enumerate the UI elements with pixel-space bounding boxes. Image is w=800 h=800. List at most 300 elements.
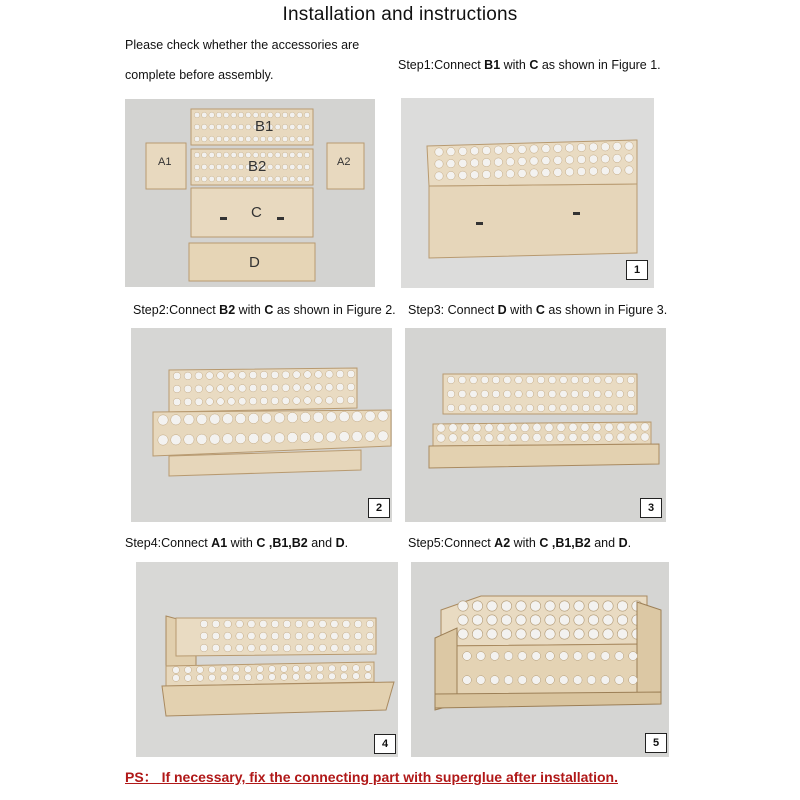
rack-hole xyxy=(435,160,443,168)
rack-hole xyxy=(601,652,610,661)
rack-hole xyxy=(447,171,455,179)
rack-hole xyxy=(236,644,244,652)
part-label-d: D xyxy=(249,254,260,271)
rack-hole xyxy=(617,615,627,625)
rack-hole xyxy=(235,433,245,443)
rack-hole xyxy=(554,156,562,164)
rack-hole xyxy=(615,676,624,685)
rack-hole xyxy=(268,112,274,118)
rack-hole xyxy=(307,632,315,640)
rack-hole xyxy=(329,665,336,672)
rack-hole xyxy=(317,673,324,680)
rack-hole xyxy=(260,644,268,652)
rack-hole xyxy=(195,385,203,393)
rack-hole xyxy=(559,676,568,685)
rack-hole xyxy=(184,372,192,380)
rack-hole xyxy=(494,158,502,166)
rack-hole xyxy=(281,665,288,672)
rack-hole xyxy=(641,423,649,431)
rack-hole xyxy=(282,176,288,182)
rack-hole xyxy=(589,155,597,163)
part-label-c: C xyxy=(251,204,262,221)
rack-hole xyxy=(470,376,478,384)
rack-hole xyxy=(504,404,512,412)
rack-hole xyxy=(530,601,540,611)
rack-hole xyxy=(559,615,569,625)
rack-hole xyxy=(293,397,301,405)
rack-hole xyxy=(605,423,613,431)
rack-hole xyxy=(275,124,281,130)
rack-hole xyxy=(627,390,635,398)
rack-hole xyxy=(601,676,610,685)
figure-number-5: 5 xyxy=(645,733,667,753)
rack-hole xyxy=(287,412,297,422)
step3-caption: Step3: Connect D with C as shown in Figure 3. xyxy=(408,303,668,317)
rack-hole xyxy=(365,431,375,441)
rack-hole xyxy=(559,652,568,661)
rack-hole xyxy=(447,147,455,155)
rack-hole xyxy=(530,629,540,639)
rack-hole xyxy=(627,404,635,412)
rack-hole xyxy=(490,652,499,661)
rack-hole xyxy=(530,145,538,153)
part-label-a1: A1 xyxy=(158,156,172,168)
rack-hole xyxy=(537,376,545,384)
rack-hole xyxy=(304,397,312,405)
rack-hole xyxy=(326,371,334,379)
rack-hole xyxy=(282,136,288,142)
rack-hole xyxy=(275,176,281,182)
rack-hole xyxy=(173,667,180,674)
rack-hole xyxy=(257,674,264,681)
rack-hole xyxy=(253,136,259,142)
figure-number-2: 2 xyxy=(368,498,390,518)
rack-hole xyxy=(194,136,200,142)
part-label-b1: B1 xyxy=(255,118,274,135)
rack-hole xyxy=(354,644,362,652)
rack-hole xyxy=(481,376,489,384)
rack-hole xyxy=(472,601,482,611)
rack-hole xyxy=(329,673,336,680)
rack-hole xyxy=(470,147,478,155)
rack-hole xyxy=(447,404,455,412)
rack-hole xyxy=(366,632,374,640)
rack-hole xyxy=(297,136,303,142)
rack-hole xyxy=(224,644,232,652)
rack-hole xyxy=(260,112,266,118)
rack-hole xyxy=(304,112,310,118)
rack-hole xyxy=(212,632,220,640)
rack-hole xyxy=(458,601,468,611)
rack-hole xyxy=(275,152,281,158)
rack-hole xyxy=(185,674,192,681)
rack-hole xyxy=(209,666,216,673)
rack-hole xyxy=(248,433,258,443)
rack-hole xyxy=(307,644,315,652)
rack-hole xyxy=(158,435,168,445)
rack-hole xyxy=(473,424,481,432)
rack-hole xyxy=(231,152,237,158)
rack-hole xyxy=(437,434,445,442)
rack-hole xyxy=(532,652,541,661)
rack-hole xyxy=(197,674,204,681)
rack-hole xyxy=(463,676,472,685)
figure-4-photo xyxy=(136,562,398,757)
rack-hole xyxy=(269,674,276,681)
rack-hole xyxy=(472,615,482,625)
rack-hole xyxy=(246,152,252,158)
rack-hole xyxy=(571,404,579,412)
rack-hole xyxy=(210,414,220,424)
rack-hole xyxy=(246,136,252,142)
rack-hole xyxy=(313,432,323,442)
rack-hole xyxy=(504,676,513,685)
rack-hole xyxy=(235,413,245,423)
rack-hole xyxy=(435,148,443,156)
rack-hole xyxy=(459,404,467,412)
rack-hole xyxy=(616,390,624,398)
rack-hole xyxy=(300,412,310,422)
rack-hole xyxy=(326,412,336,422)
rack-hole xyxy=(331,632,339,640)
rack-hole xyxy=(492,376,500,384)
rack-hole xyxy=(542,156,550,164)
rack-hole xyxy=(617,601,627,611)
rack-hole xyxy=(461,434,469,442)
rack-hole xyxy=(216,152,222,158)
rack-hole xyxy=(317,665,324,672)
rack-hole xyxy=(530,169,538,177)
rack-hole xyxy=(577,143,585,151)
rack-hole xyxy=(268,136,274,142)
rack-hole xyxy=(326,384,334,392)
rack-hole xyxy=(629,433,637,441)
rack-hole xyxy=(629,423,637,431)
rack-hole xyxy=(481,404,489,412)
rack-hole xyxy=(228,398,236,406)
rack-hole xyxy=(559,601,569,611)
rack-hole xyxy=(209,152,215,158)
rack-hole xyxy=(253,152,259,158)
rack-hole xyxy=(515,390,523,398)
rack-hole xyxy=(173,385,181,393)
rack-hole xyxy=(509,423,517,431)
figure-3-photo xyxy=(405,328,666,522)
rack-hole xyxy=(304,384,312,392)
rack-hole xyxy=(366,620,374,628)
rack-hole xyxy=(271,644,279,652)
rack-hole xyxy=(268,164,274,170)
rack-hole xyxy=(336,396,344,404)
rack-hole xyxy=(506,146,514,154)
rack-hole xyxy=(236,620,244,628)
rack-hole xyxy=(282,152,288,158)
rack-hole xyxy=(518,169,526,177)
rack-hole xyxy=(336,383,344,391)
rack-hole xyxy=(290,112,296,118)
rack-hole xyxy=(271,371,279,379)
rack-hole xyxy=(530,157,538,165)
rack-hole xyxy=(275,164,281,170)
rack-hole xyxy=(526,376,534,384)
rack-hole xyxy=(206,385,214,393)
rack-hole xyxy=(268,152,274,158)
rack-hole xyxy=(271,620,279,628)
rack-hole xyxy=(352,411,362,421)
rack-hole xyxy=(260,384,268,392)
rack-hole xyxy=(282,124,288,130)
rack-hole xyxy=(224,112,230,118)
rack-hole xyxy=(594,404,602,412)
rack-hole xyxy=(257,666,264,673)
rack-hole xyxy=(494,146,502,154)
rack-hole xyxy=(290,136,296,142)
rack-hole xyxy=(331,644,339,652)
rack-hole xyxy=(487,601,497,611)
part-label-a2: A2 xyxy=(337,156,351,168)
rack-hole xyxy=(481,390,489,398)
figure-number-1: 1 xyxy=(626,260,648,280)
rack-hole xyxy=(239,385,247,393)
rack-hole xyxy=(605,390,613,398)
rack-hole xyxy=(589,167,597,175)
rack-hole xyxy=(603,629,613,639)
rack-hole xyxy=(461,424,469,432)
rack-hole xyxy=(224,136,230,142)
rack-hole xyxy=(485,424,493,432)
rack-hole xyxy=(533,423,541,431)
rack-hole xyxy=(293,665,300,672)
rack-hole xyxy=(253,176,259,182)
rack-hole xyxy=(574,629,584,639)
rack-hole xyxy=(501,615,511,625)
rack-hole xyxy=(202,176,208,182)
rack-hole xyxy=(246,176,252,182)
rack-hole xyxy=(223,414,233,424)
rack-hole xyxy=(209,176,215,182)
rack-hole xyxy=(202,112,208,118)
rack-hole xyxy=(260,136,266,142)
rack-hole xyxy=(459,390,467,398)
rack-hole xyxy=(209,164,215,170)
rack-hole xyxy=(195,372,203,380)
rack-hole xyxy=(231,124,237,130)
rack-hole xyxy=(490,676,499,685)
rack-hole xyxy=(581,433,589,441)
rack-hole xyxy=(260,397,268,405)
rack-hole xyxy=(571,376,579,384)
rack-hole xyxy=(353,665,360,672)
rack-hole xyxy=(554,144,562,152)
rack-hole xyxy=(341,665,348,672)
rack-hole xyxy=(588,601,598,611)
rack-hole xyxy=(290,152,296,158)
rack-hole xyxy=(516,601,526,611)
rack-hole xyxy=(589,143,597,151)
rack-hole xyxy=(504,376,512,384)
rack-hole xyxy=(238,176,244,182)
rack-hole xyxy=(470,171,478,179)
rack-hole xyxy=(281,673,288,680)
rack-hole xyxy=(223,434,233,444)
rack-hole xyxy=(501,601,511,611)
rack-hole xyxy=(249,384,257,392)
rack-hole xyxy=(224,164,230,170)
rack-hole xyxy=(290,176,296,182)
rack-hole xyxy=(343,644,351,652)
rack-hole xyxy=(236,632,244,640)
rack-hole xyxy=(216,164,222,170)
rack-hole xyxy=(158,415,168,425)
figure-number-4: 4 xyxy=(374,734,396,754)
rack-hole xyxy=(293,673,300,680)
step2-caption: Step2:Connect B2 with C as shown in Figure 2. xyxy=(133,303,396,317)
rack-hole xyxy=(447,390,455,398)
rack-hole xyxy=(601,155,609,163)
rack-hole xyxy=(173,675,180,682)
rack-hole xyxy=(605,404,613,412)
rack-hole xyxy=(613,166,621,174)
rack-hole xyxy=(238,152,244,158)
rack-hole xyxy=(449,434,457,442)
rack-hole xyxy=(239,398,247,406)
rack-hole xyxy=(195,398,203,406)
rack-hole xyxy=(221,674,228,681)
rack-hole xyxy=(297,164,303,170)
rack-hole xyxy=(248,620,256,628)
rack-hole xyxy=(184,414,194,424)
parts-photo xyxy=(125,99,375,287)
rack-hole xyxy=(582,390,590,398)
rack-hole xyxy=(559,629,569,639)
rack-hole xyxy=(290,164,296,170)
rack-hole xyxy=(305,665,312,672)
rack-hole xyxy=(521,433,529,441)
rack-hole xyxy=(601,143,609,151)
rack-hole xyxy=(297,152,303,158)
rack-hole xyxy=(171,415,181,425)
rack-hole xyxy=(297,176,303,182)
rack-hole xyxy=(297,124,303,130)
rack-hole xyxy=(549,376,557,384)
rack-hole xyxy=(354,632,362,640)
rack-hole xyxy=(437,424,445,432)
rack-hole xyxy=(533,433,541,441)
rack-hole xyxy=(209,674,216,681)
intro-line-2: complete before assembly. xyxy=(125,68,274,82)
rack-hole xyxy=(574,615,584,625)
rack-hole xyxy=(274,433,284,443)
rack-hole xyxy=(343,632,351,640)
rack-hole xyxy=(217,372,225,380)
rack-hole xyxy=(194,176,200,182)
rack-hole xyxy=(347,396,355,404)
rack-hole xyxy=(463,652,472,661)
figure-1-photo xyxy=(401,98,654,288)
rack-hole xyxy=(231,112,237,118)
rack-hole xyxy=(216,124,222,130)
rack-hole xyxy=(282,371,290,379)
rack-hole xyxy=(274,413,284,423)
rack-hole xyxy=(224,124,230,130)
rack-hole xyxy=(304,371,312,379)
rack-hole xyxy=(326,397,334,405)
step5-caption: Step5:Connect A2 with C ,B1,B2 and D. xyxy=(408,536,632,550)
rack-hole xyxy=(627,376,635,384)
rack-hole xyxy=(601,167,609,175)
rack-hole xyxy=(577,155,585,163)
rack-hole xyxy=(343,620,351,628)
rack-hole xyxy=(224,176,230,182)
rack-hole xyxy=(249,371,257,379)
rack-hole xyxy=(238,136,244,142)
rack-hole xyxy=(509,433,517,441)
rack-hole xyxy=(518,652,527,661)
rack-hole xyxy=(587,652,596,661)
rack-hole xyxy=(594,376,602,384)
rack-hole xyxy=(615,652,624,661)
rack-hole xyxy=(530,615,540,625)
rack-hole xyxy=(224,632,232,640)
rack-hole xyxy=(339,432,349,442)
rack-hole xyxy=(625,166,633,174)
rack-hole xyxy=(260,632,268,640)
rack-hole xyxy=(476,652,485,661)
rack-hole xyxy=(613,154,621,162)
rack-hole xyxy=(613,142,621,150)
rack-hole xyxy=(497,424,505,432)
rack-hole xyxy=(210,434,220,444)
rack-hole xyxy=(549,404,557,412)
rack-hole xyxy=(339,412,349,422)
rack-hole xyxy=(297,112,303,118)
rack-hole xyxy=(326,432,336,442)
rack-hole xyxy=(197,434,207,444)
rack-hole xyxy=(293,384,301,392)
rack-hole xyxy=(248,644,256,652)
rack-hole xyxy=(260,176,266,182)
rack-hole xyxy=(365,411,375,421)
rack-hole xyxy=(228,385,236,393)
rack-hole xyxy=(472,629,482,639)
rack-hole xyxy=(458,629,468,639)
rack-hole xyxy=(275,112,281,118)
rack-hole xyxy=(557,433,565,441)
rack-hole xyxy=(365,673,372,680)
rack-hole xyxy=(617,423,625,431)
rack-hole xyxy=(260,620,268,628)
rack-hole xyxy=(245,666,252,673)
rack-hole xyxy=(557,423,565,431)
rack-hole xyxy=(290,124,296,130)
rack-hole xyxy=(560,376,568,384)
rack-hole xyxy=(217,398,225,406)
rack-hole xyxy=(352,431,362,441)
rack-hole xyxy=(603,601,613,611)
rack-hole xyxy=(248,632,256,640)
rack-hole xyxy=(202,136,208,142)
rack-hole xyxy=(217,385,225,393)
rack-hole xyxy=(573,676,582,685)
rack-hole xyxy=(245,674,252,681)
step4-caption: Step4:Connect A1 with C ,B1,B2 and D. xyxy=(125,536,349,550)
rack-hole xyxy=(605,376,613,384)
rack-hole xyxy=(283,620,291,628)
rack-hole xyxy=(542,144,550,152)
rack-hole xyxy=(516,629,526,639)
rack-hole xyxy=(331,620,339,628)
rack-hole xyxy=(194,164,200,170)
